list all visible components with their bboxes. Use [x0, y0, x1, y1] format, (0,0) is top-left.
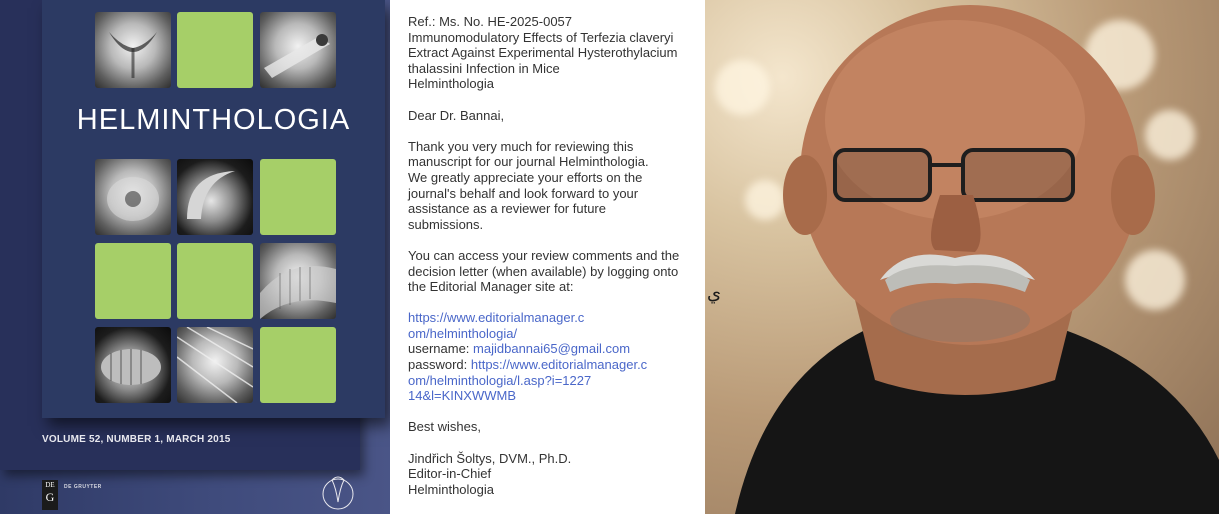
paragraph-line: journal's behalf and look forward to your	[408, 185, 639, 201]
signature-journal: Helminthologia	[408, 481, 494, 497]
username-email-link[interactable]: majidbannai65@gmail.com	[473, 341, 631, 357]
editorial-manager-link[interactable]: https://www.editorialmanager.c	[408, 310, 585, 326]
paragraph-line: Thank you very much for reviewing this	[408, 138, 634, 154]
username-line	[408, 341, 700, 357]
password-label: password:	[408, 357, 471, 373]
micrograph-tile	[95, 12, 171, 88]
portrait-photo	[705, 0, 1219, 514]
signature-block	[408, 451, 700, 498]
paragraph-line: assistance as a reviewer for future	[408, 201, 606, 217]
micrograph-tile	[260, 12, 336, 88]
manuscript-title-line: Extract Against Experimental Hysterothylacium	[408, 45, 678, 61]
journal-name-line: Helminthologia	[408, 76, 494, 92]
paragraph-line: submissions.	[408, 216, 484, 232]
logo-top-text: DE	[45, 481, 55, 489]
review-letter	[408, 14, 700, 513]
manuscript-title-line: Immunomodulatory Effects of Terfezia claveryi	[408, 29, 674, 45]
green-tile	[260, 327, 336, 403]
journal-title: HELMINTHOLOGIA	[76, 104, 351, 136]
signature-name: Jindřich Šoltys, DVM., Ph.D.	[408, 450, 572, 466]
password-link[interactable]: 14&l=KINXWWMB	[408, 388, 516, 404]
volume-line: VOLUME 52, NUMBER 1, MARCH 2015	[42, 434, 231, 445]
green-tile	[260, 159, 336, 235]
micrograph-tile	[95, 159, 171, 235]
password-link[interactable]: https://www.editorialmanager.c	[470, 357, 648, 373]
paragraph-line: You can access your review comments and the	[408, 247, 680, 263]
signature-title: Editor-in-Chief	[408, 466, 492, 482]
publisher-name: DE GRUYTER	[64, 484, 102, 490]
credentials-block	[408, 310, 700, 404]
review-letter-panel	[390, 0, 705, 514]
paragraph-line: the Editorial Manager site at:	[408, 279, 574, 295]
reference-line: Ref.: Ms. No. HE-2025-0057	[408, 14, 573, 29]
thanks-paragraph	[408, 139, 700, 233]
username-label: username:	[408, 341, 474, 357]
micrograph-tile	[177, 327, 253, 403]
micrograph-tile	[177, 159, 253, 235]
micrograph-tile	[260, 243, 336, 319]
password-line	[408, 357, 700, 373]
access-paragraph	[408, 248, 700, 295]
green-tile	[177, 12, 253, 88]
green-tile	[95, 243, 171, 319]
paragraph-line: We greatly appreciate your efforts on the	[408, 169, 643, 185]
paragraph-line: decision letter (when available) by logging onto	[408, 263, 679, 279]
greeting: Dear Dr. Bannai,	[408, 107, 505, 123]
password-link[interactable]: om/helminthologia/l.asp?i=1227	[408, 372, 592, 388]
micrograph-tile	[95, 327, 171, 403]
de-gruyter-logo	[42, 480, 58, 510]
journal-cover-panel	[0, 0, 390, 514]
editorial-manager-link[interactable]: om/helminthologia/	[408, 325, 518, 341]
paragraph-line: manuscript for our journal Helminthologia.	[408, 154, 649, 170]
manuscript-title-line: thalassini Infection in Mice	[408, 60, 560, 76]
institute-logo-icon	[318, 472, 358, 512]
closing: Best wishes,	[408, 419, 481, 435]
person-illustration	[705, 0, 1219, 514]
reference-block	[408, 14, 700, 92]
journal-cover	[42, 0, 385, 418]
logo-bottom-text: G	[45, 490, 55, 504]
overlay-text-fragment: ي	[707, 283, 722, 304]
green-tile	[177, 243, 253, 319]
